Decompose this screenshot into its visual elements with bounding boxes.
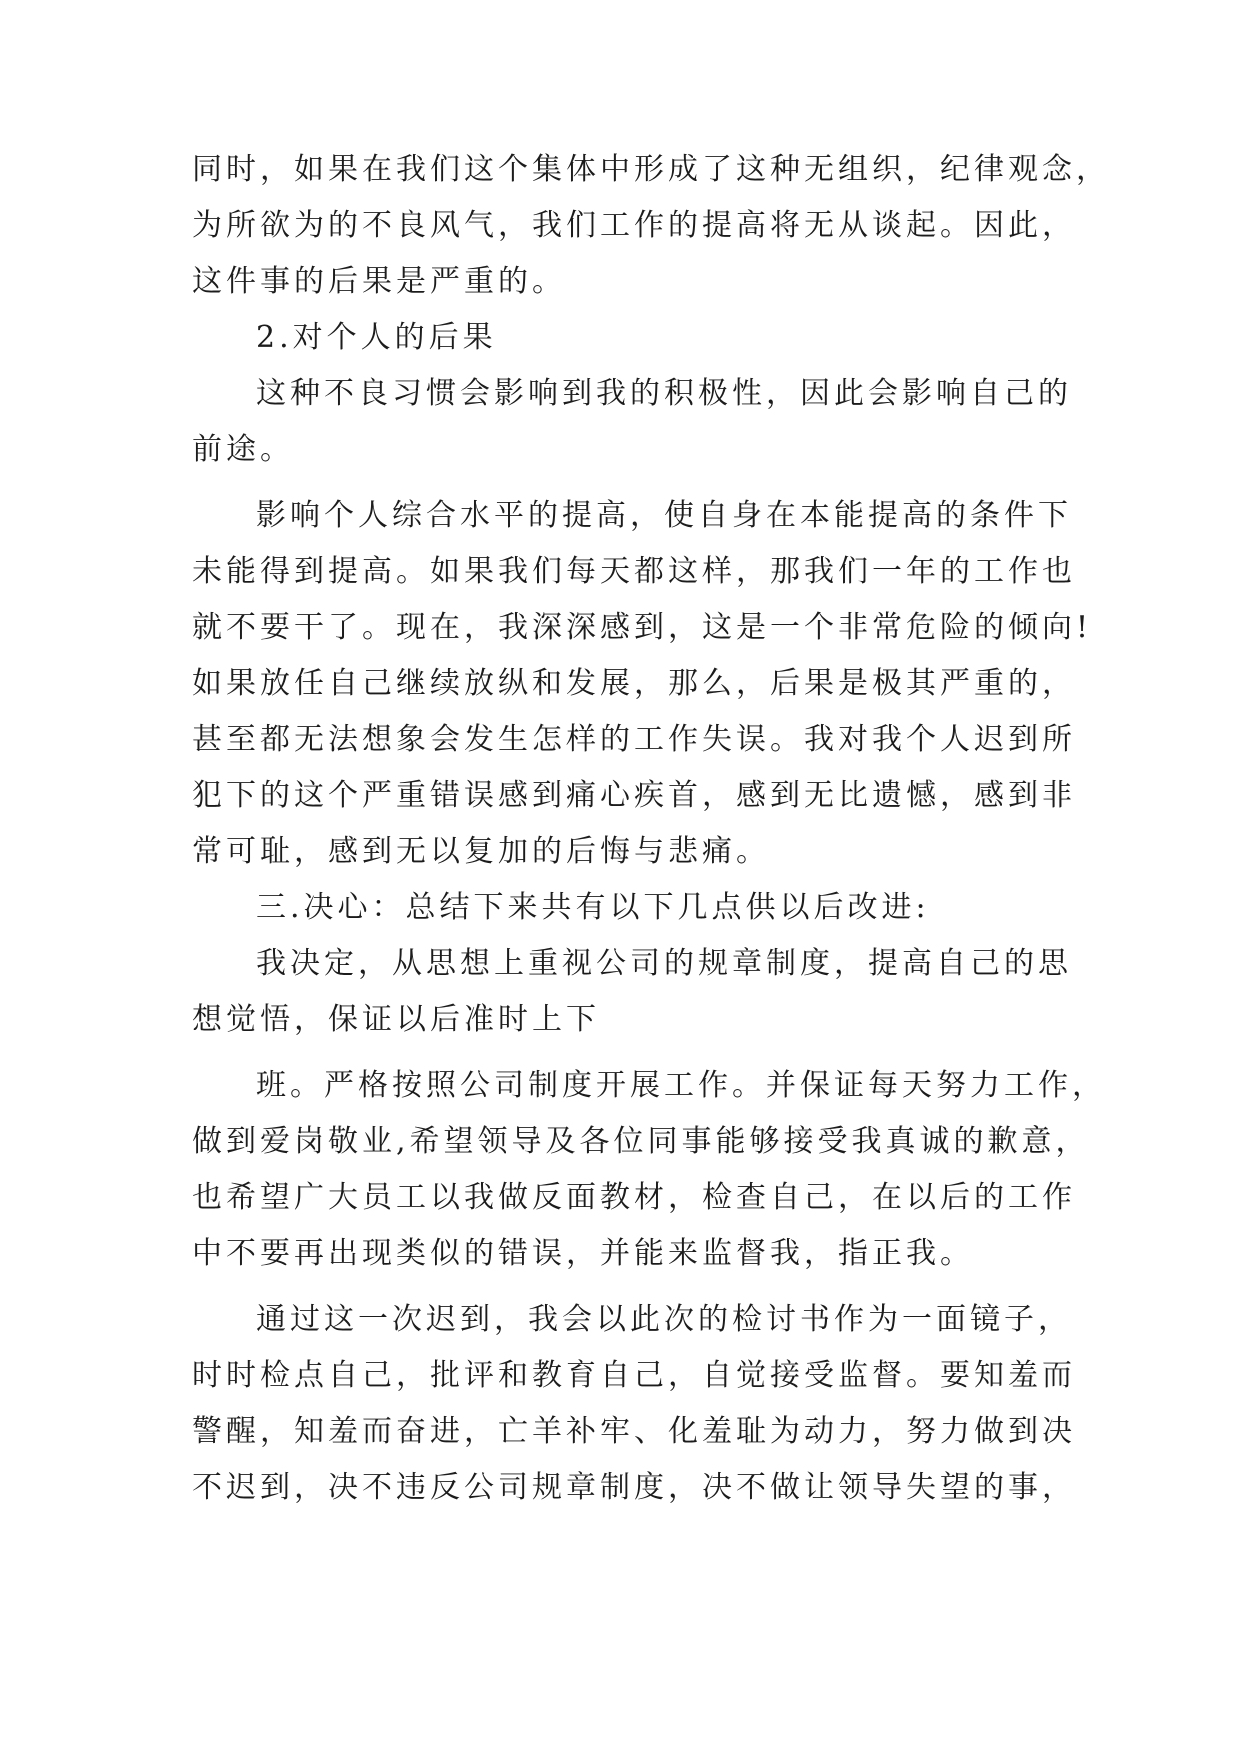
section-heading: 2.对个人的后果: [256, 320, 497, 355]
paragraph-line: 也希望广大员工以我做反面教材，检查自己，在以后的工作: [192, 1180, 1076, 1215]
paragraph-line: 影响个人综合水平的提高，使自身在本能提高的条件下: [256, 498, 1072, 533]
paragraph-line: 甚至都无法想象会发生怎样的工作失误。我对我个人迟到所: [192, 722, 1076, 757]
paragraph-line: 如果放任自己继续放纵和发展，那么，后果是极其严重的，: [192, 666, 1076, 701]
paragraph-line: 这件事的后果是严重的。: [192, 264, 566, 299]
paragraph-line: 常可耻，感到无以复加的后悔与悲痛。: [192, 834, 770, 869]
paragraph-line: 做到爱岗敬业,希望领导及各位同事能够接受我真诚的歉意，: [192, 1124, 1090, 1159]
paragraph-line: 不迟到，决不违反公司规章制度，决不做让领导失望的事，: [192, 1470, 1076, 1505]
paragraph-line: 我决定，从思想上重视公司的规章制度，提高自己的思: [256, 946, 1072, 981]
paragraph-line: 中不要再出现类似的错误，并能来监督我，指正我。: [192, 1236, 974, 1271]
paragraph-line: 同时，如果在我们这个集体中形成了这种无组织，纪律观念，: [192, 152, 1110, 187]
paragraph-line: 时时检点自己，批评和教育自己，自觉接受监督。要知羞而: [192, 1358, 1076, 1393]
paragraph-line: 班。严格按照公司制度开展工作。并保证每天努力工作，: [256, 1068, 1106, 1103]
paragraph-line: 想觉悟，保证以后准时上下: [192, 1002, 600, 1037]
paragraph-line: 未能得到提高。如果我们每天都这样，那我们一年的工作也: [192, 554, 1076, 589]
paragraph-line: 为所欲为的不良风气，我们工作的提高将无从谈起。因此，: [192, 208, 1076, 243]
paragraph-line: 通过这一次迟到，我会以此次的检讨书作为一面镜子，: [256, 1302, 1072, 1337]
paragraph-line: 就不要干了。现在，我深深感到，这是一个非常危险的倾向!: [192, 610, 1093, 645]
section-heading: 三.决心：总结下来共有以下几点供以后改进:: [256, 890, 930, 925]
paragraph-line: 犯下的这个严重错误感到痛心疾首，感到无比遗憾，感到非: [192, 778, 1076, 813]
paragraph-line: 警醒，知羞而奋进，亡羊补牢、化羞耻为动力，努力做到决: [192, 1414, 1076, 1449]
paragraph-line: 前途。: [192, 432, 294, 467]
paragraph-line: 这种不良习惯会影响到我的积极性，因此会影响自己的: [256, 376, 1072, 411]
